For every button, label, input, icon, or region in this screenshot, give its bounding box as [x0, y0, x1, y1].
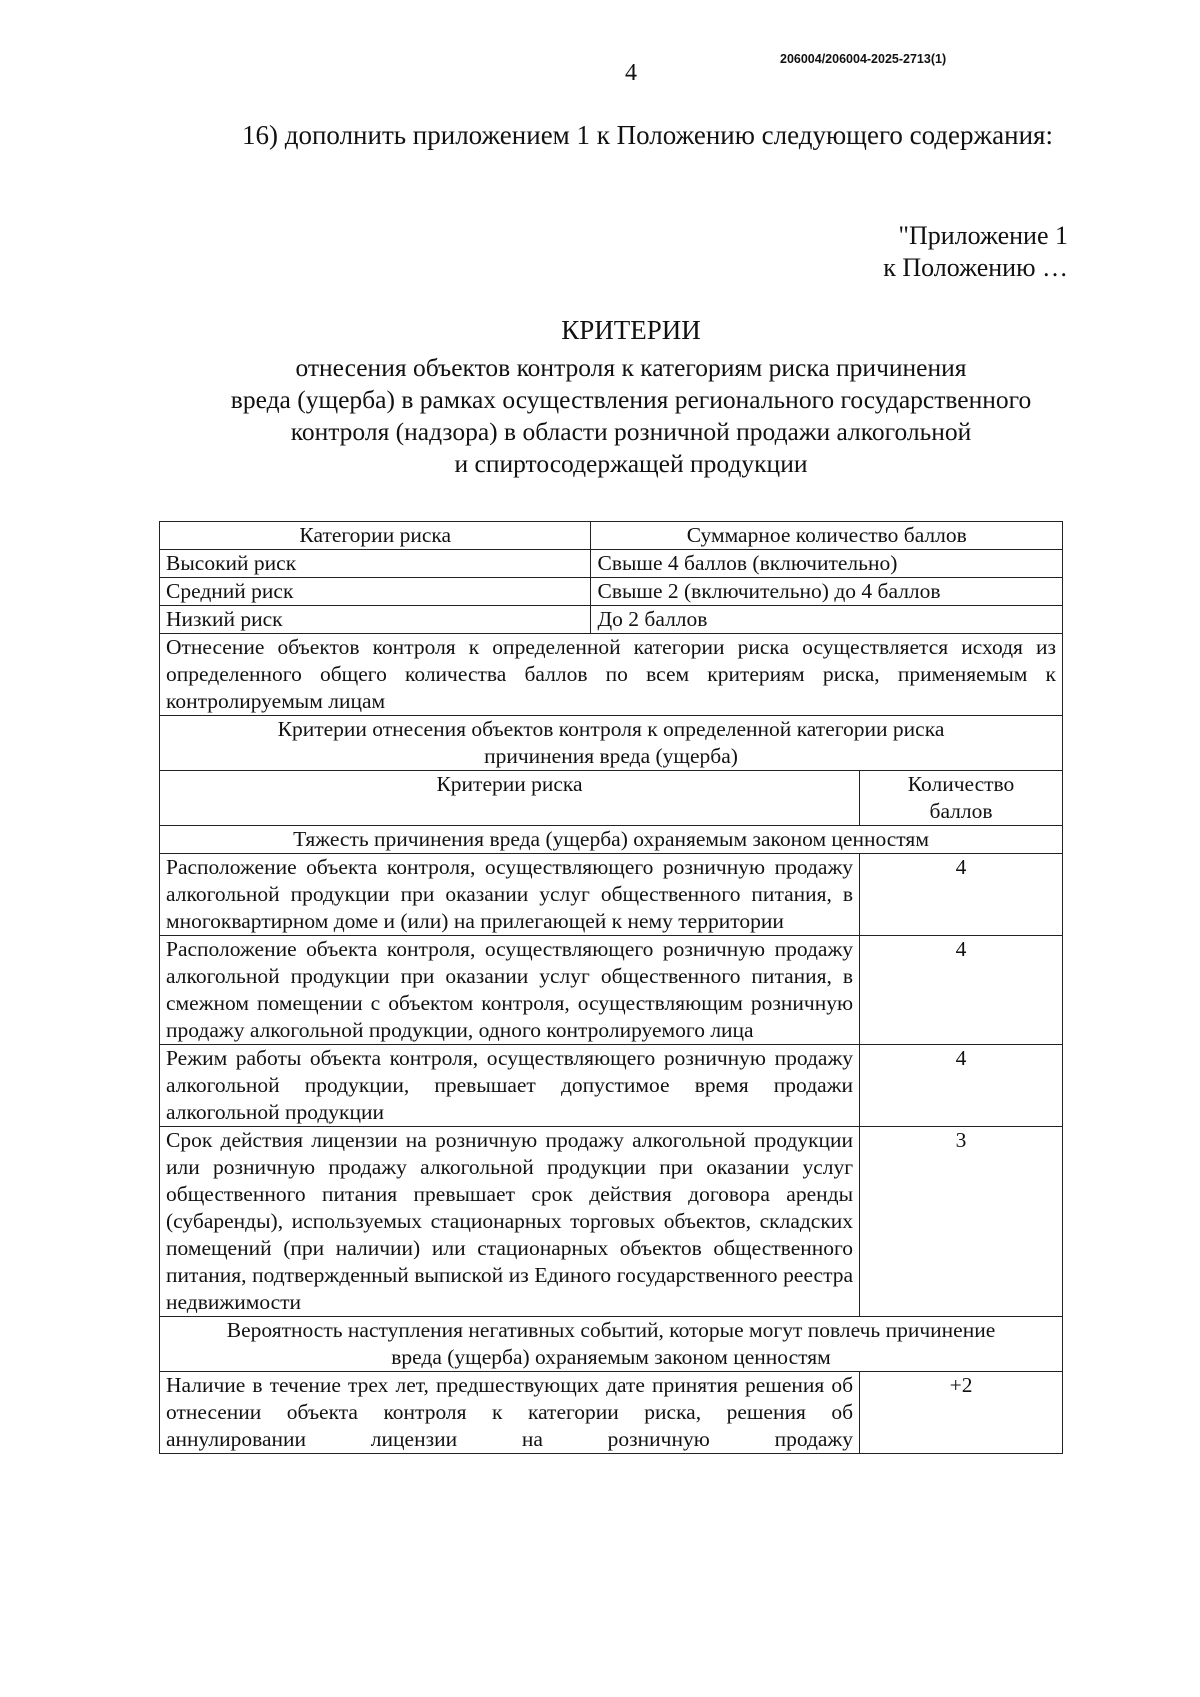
category-name: Высокий риск [160, 550, 591, 578]
table-row [160, 854, 1063, 936]
category-name: Низкий риск [160, 606, 591, 634]
subtitle-line: отнесения объектов контроля к категориям риска причинения [295, 353, 967, 382]
criterion-points: +2 [860, 1372, 1063, 1454]
criteria-subtitle [160, 352, 1102, 480]
header-categories: Категории риска [160, 522, 591, 550]
document-id: 206004/206004-2025-2713(1) [780, 52, 947, 66]
subtitle-line: вреда (ущерба) в рамках осуществления регионального государственного [230, 385, 1032, 414]
table-row [160, 1317, 1063, 1372]
table-row [160, 936, 1063, 1045]
section-probability: Вероятность наступления негативных событий, которые могут повлечь причинение вреда (ущерба) охраняемым законом ценностям [160, 1317, 1063, 1372]
annex-line-1: "Приложение 1 [898, 221, 1068, 250]
annex-reference [0, 220, 1068, 284]
criterion-points: 4 [860, 936, 1063, 1045]
header-criteria: Критерии риска [160, 771, 860, 826]
table-row [160, 1045, 1063, 1127]
section-severity: Тяжесть причинения вреда (ущерба) охраняемым законом ценностям [160, 826, 1063, 854]
category-points: До 2 баллов [591, 606, 1063, 634]
intro-paragraph: 16) дополнить приложением 1 к Положению следующего содержания: [242, 120, 1053, 150]
criterion-text: Расположение объекта контроля, осуществляющего розничную продажу алкогольной продукции при оказании услуг общественного питания, в смежном помещении с объектом контроля, осуществляющим розничную продажу алкогольной продукции, одного контролируемого лица [160, 936, 860, 1045]
table-row [160, 826, 1063, 854]
table-row [160, 578, 1063, 606]
table-row [160, 771, 1063, 826]
table-row [160, 1127, 1063, 1317]
subtitle-line: и спиртосодержащей продукции [454, 449, 808, 478]
criterion-text: Расположение объекта контроля, осуществляющего розничную продажу алкогольной продукции при оказании услуг общественного питания, в многоквартирном доме и (или) на прилегающей к нему территории [160, 854, 860, 936]
risk-criteria-table [159, 521, 1063, 1454]
table-row [160, 522, 1063, 550]
category-points: Свыше 2 (включительно) до 4 баллов [591, 578, 1063, 606]
categorization-note: Отнесение объектов контроля к определенной категории риска осуществляется исходя из определенного общего количества баллов по всем критериям риска, применяемым к контролируемым лицам [160, 634, 1063, 716]
category-name: Средний риск [160, 578, 591, 606]
category-points: Свыше 4 баллов (включительно) [591, 550, 1063, 578]
table-row [160, 606, 1063, 634]
criterion-text: Срок действия лицензии на розничную продажу алкогольной продукции или розничную продажу алкогольной продукции при оказании услуг общественного питания превышает срок действия договора аренды (субаренды), используемых стационарных торговых объектов, складских помещений (при наличии) или стационарных объектов общественного питания, подтвержденный выпиской из Единого государственного реестра недвижимости [160, 1127, 860, 1317]
table-row [160, 550, 1063, 578]
annex-line-2: к Положению … [883, 253, 1068, 282]
header-points: Количество баллов [860, 771, 1063, 826]
criterion-points: 4 [860, 854, 1063, 936]
table-row [160, 716, 1063, 771]
criterion-points: 3 [860, 1127, 1063, 1317]
criteria-heading: Критерии отнесения объектов контроля к определенной категории риска причинения вреда (ущерба) [160, 716, 1063, 771]
table-row [160, 634, 1063, 716]
header-total-points: Суммарное количество баллов [591, 522, 1063, 550]
table-row [160, 1372, 1063, 1454]
criterion-points: 4 [860, 1045, 1063, 1127]
criterion-text: Наличие в течение трех лет, предшествующих дате принятия решения об отнесении объекта контроля к категории риска, решения об аннулировании лицензии на розничную продажу [160, 1372, 860, 1454]
criteria-title: КРИТЕРИИ [561, 315, 701, 345]
page-number: 4 [625, 60, 637, 86]
subtitle-line: контроля (надзора) в области розничной продажи алкогольной [290, 417, 972, 446]
criterion-text: Режим работы объекта контроля, осуществляющего розничную продажу алкогольной продукции, превышает допустимое время продажи алкогольной продукции [160, 1045, 860, 1127]
